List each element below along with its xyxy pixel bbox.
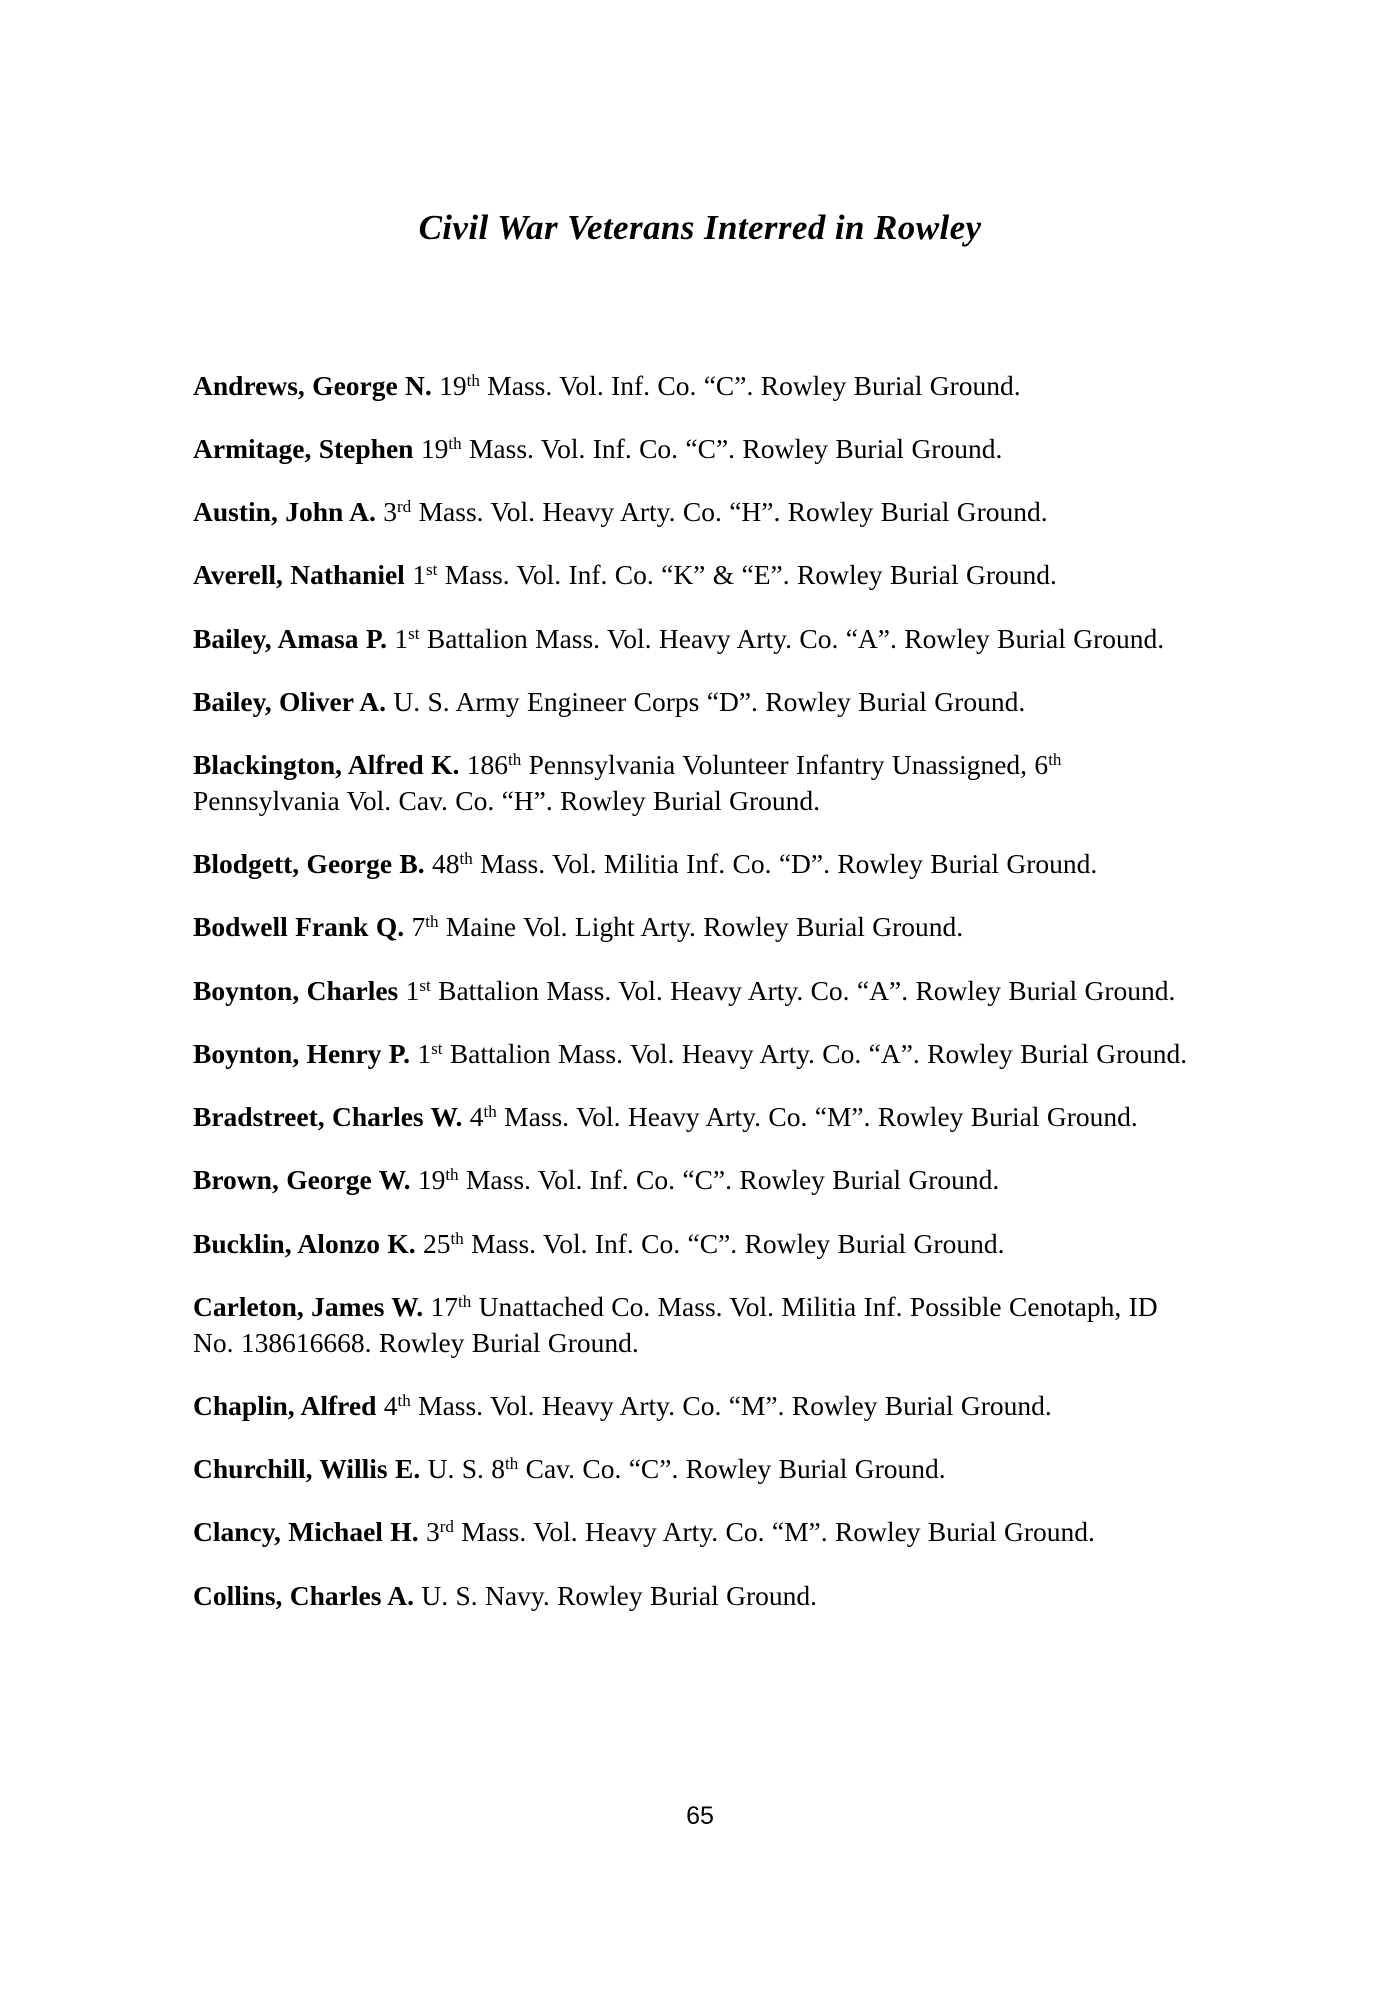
unit-number: 4 (462, 1101, 484, 1132)
veteran-name: Collins, Charles A. (193, 1579, 415, 1611)
ordinal-suffix: th (504, 1454, 519, 1474)
unit-detail: Battalion Mass. Vol. Heavy Arty. Co. “A”. Rowley Burial Ground. (419, 622, 1165, 654)
veteran-name: Blodgett, George B. (193, 848, 425, 879)
veteran-entry (193, 1514, 1203, 1550)
page-number: 65 (686, 1802, 714, 1830)
ordinal-suffix: th (445, 1165, 459, 1185)
veteran-name: Boynton, Charles (193, 974, 399, 1006)
veteran-name: Armitage, Stephen (193, 432, 414, 464)
unit-detail: Mass. Vol. Inf. Co. “C”. Rowley Burial Ground. (461, 432, 1003, 464)
veteran-entry (193, 621, 1203, 657)
ordinal-suffix: st (431, 1038, 443, 1058)
unit-number: 48 (424, 848, 460, 879)
unit-detail: Mass. Vol. Heavy Arty. Co. “H”. Rowley Burial Ground. (411, 496, 1048, 527)
veteran-name: Clancy, Michael H. (193, 1516, 419, 1548)
ordinal-suffix: th (483, 1102, 497, 1122)
veteran-name: Boynton, Henry P. (193, 1037, 410, 1069)
unit-detail: Mass. Vol. Inf. Co. “C”. Rowley Burial Ground. (463, 1227, 1005, 1259)
ordinal-suffix: th (425, 912, 439, 932)
veteran-name: Averell, Nathaniel (193, 559, 405, 591)
unit-detail: Mass. Vol. Heavy Arty. Co. “M”. Rowley Burial Ground. (496, 1101, 1138, 1132)
veteran-name: Bailey, Amasa P. (193, 622, 388, 654)
veteran-entry (193, 1388, 1203, 1424)
unit-number: 19 (431, 369, 467, 401)
unit-detail: Mass. Vol. Inf. Co. “C”. Rowley Burial Ground. (458, 1164, 1000, 1196)
unit-number: 1 (398, 974, 420, 1006)
unit-detail: Mass. Vol. Inf. Co. “K” & “E”. Rowley Burial Ground. (437, 559, 1057, 591)
veteran-entry (193, 494, 1203, 530)
veteran-entry (193, 1451, 1203, 1487)
ordinal-suffix: th (458, 1291, 472, 1311)
ordinal-suffix: th (448, 433, 462, 453)
veteran-entry (193, 557, 1203, 593)
veteran-entry (193, 368, 1203, 404)
unit-detail: Unattached Co. Mass. Vol. Militia Inf. Possible Cenotaph, ID No. 138616668. Rowley Burial Ground. (193, 1290, 1158, 1358)
unit-detail: U. S. Navy. Rowley Burial Ground. (414, 1579, 818, 1611)
unit-detail: Mass. Vol. Heavy Arty. Co. “M”. Rowley Burial Ground. (410, 1389, 1052, 1421)
unit-number: 19 (413, 432, 449, 464)
veteran-entry (193, 1162, 1203, 1198)
ordinal-suffix: st (408, 623, 420, 643)
unit-detail: U. S. Army Engineer Corps “D”. Rowley Burial Ground. (386, 685, 1026, 717)
veteran-entry (193, 1036, 1203, 1072)
veteran-entry (193, 909, 1203, 945)
unit-number: 3 (375, 496, 398, 527)
veteran-entry (193, 846, 1203, 882)
veteran-name: Brown, George W. (193, 1164, 411, 1196)
veteran-name: Bodwell Frank Q. (193, 911, 405, 943)
veteran-name: Bailey, Oliver A. (193, 685, 386, 717)
veteran-entry (193, 1289, 1203, 1361)
unit-detail: Battalion Mass. Vol. Heavy Arty. Co. “A”. Rowley Burial Ground. (442, 1037, 1188, 1069)
unit-number: 1 (387, 622, 409, 654)
unit-detail: Cav. Co. “C”. Rowley Burial Ground. (518, 1453, 946, 1484)
ordinal-suffix: st (425, 560, 438, 580)
veteran-name: Andrews, George N. (193, 369, 432, 401)
veteran-name: Austin, John A. (193, 496, 376, 527)
veteran-name: Carleton, James W. (193, 1290, 424, 1322)
unit-number: 3 (418, 1516, 440, 1548)
unit-number: U. S. 8 (420, 1453, 505, 1484)
unit-number: 186 (459, 749, 508, 780)
ordinal-suffix: th (466, 370, 480, 390)
unit-detail: Mass. Vol. Heavy Arty. Co. “M”. Rowley Burial Ground. (453, 1516, 1095, 1548)
page-title: Civil War Veterans Interred in Rowley (418, 208, 982, 248)
veteran-entry-list (193, 340, 1203, 1632)
ordinal-suffix: th (397, 1390, 411, 1410)
veteran-name: Bradstreet, Charles W. (193, 1101, 463, 1132)
veteran-entry (193, 973, 1203, 1009)
unit-detail: Maine Vol. Light Arty. Rowley Burial Ground. (438, 911, 964, 943)
ordinal-suffix: th (450, 1228, 464, 1248)
ordinal-suffix-secondary: th (1048, 750, 1062, 770)
unit-detail: Mass. Vol. Inf. Co. “C”. Rowley Burial Ground. (479, 369, 1021, 401)
ordinal-suffix: st (419, 975, 431, 995)
veteran-entry (193, 1226, 1203, 1262)
veteran-name: Blackington, Alfred K. (193, 749, 460, 780)
veteran-entry (193, 684, 1203, 720)
veteran-name: Churchill, Willis E. (193, 1453, 421, 1484)
veteran-entry (193, 431, 1203, 467)
unit-number: 4 (376, 1389, 398, 1421)
veteran-name: Bucklin, Alonzo K. (193, 1227, 416, 1259)
unit-number: 1 (404, 559, 426, 591)
unit-number: 25 (415, 1227, 451, 1259)
unit-number: 17 (423, 1290, 459, 1322)
veteran-entry (193, 1099, 1203, 1135)
unit-detail: Mass. Vol. Militia Inf. Co. “D”. Rowley Burial Ground. (472, 848, 1098, 879)
ordinal-suffix: rd (439, 1517, 454, 1537)
unit-number: 7 (404, 911, 426, 943)
ordinal-suffix: rd (397, 497, 412, 517)
ordinal-suffix: th (459, 849, 473, 869)
ordinal-suffix: th (507, 750, 522, 770)
unit-detail-secondary: Pennsylvania Vol. Cav. Co. “H”. Rowley Burial Ground. (193, 784, 821, 816)
unit-number: 1 (409, 1037, 432, 1069)
veteran-entry (193, 747, 1203, 819)
unit-detail: Battalion Mass. Vol. Heavy Arty. Co. “A”. Rowley Burial Ground. (430, 974, 1176, 1006)
unit-number: 19 (410, 1164, 446, 1196)
veteran-name: Chaplin, Alfred (193, 1389, 377, 1421)
unit-detail: Pennsylvania Volunteer Infantry Unassigned, 6 (521, 749, 1049, 780)
veteran-entry (193, 1578, 1203, 1614)
